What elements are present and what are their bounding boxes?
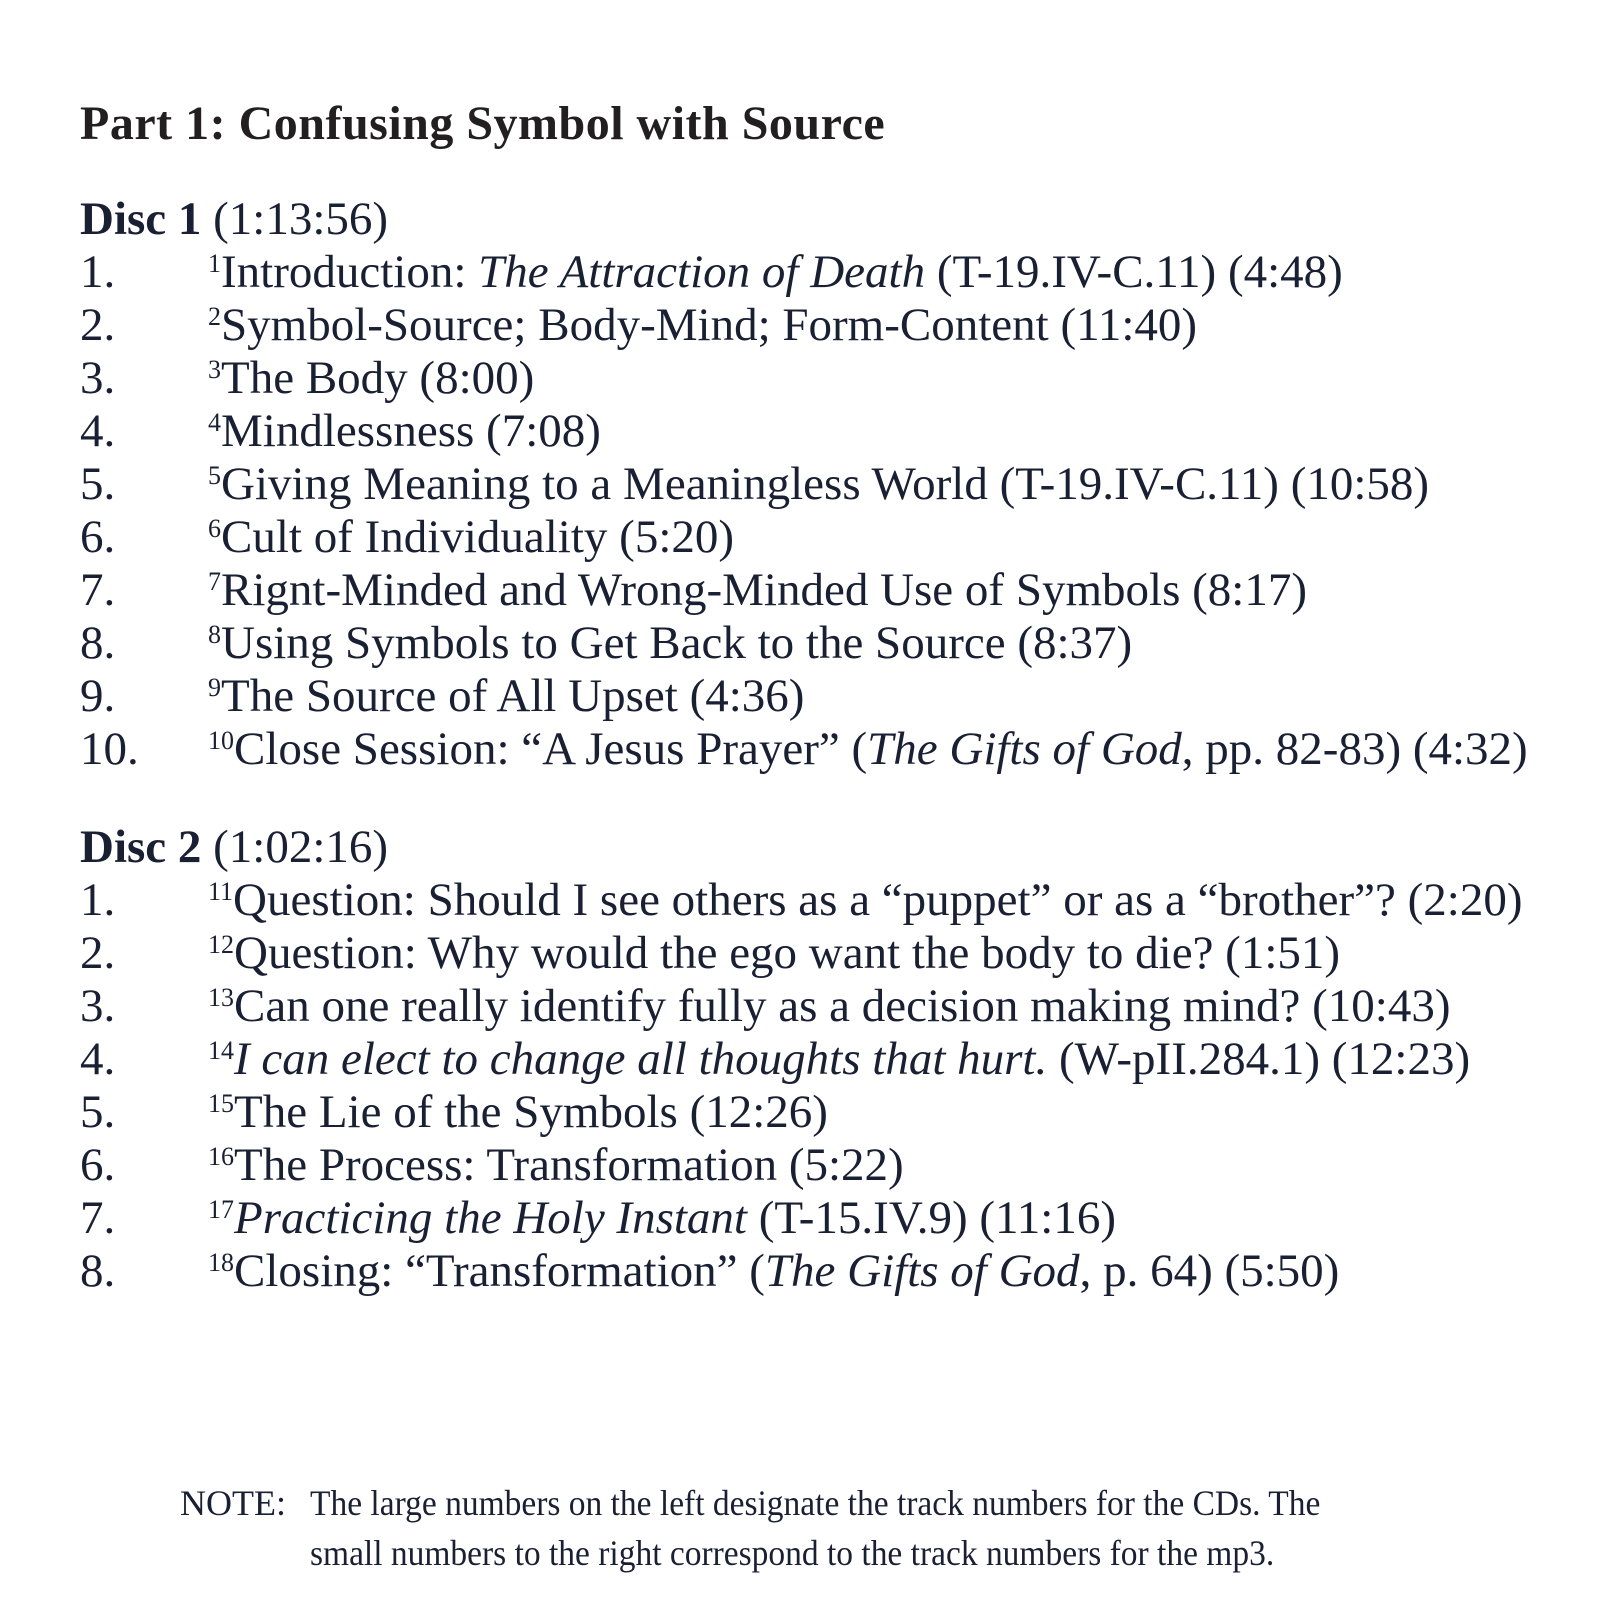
track-title-segment: Giving Meaning to a Meaningless World (T-19.IV-C.11) (10:58) — [221, 458, 1430, 510]
track-title-segment: Can one really identify fully as a decision making mind? (10:43) — [234, 980, 1451, 1032]
track-row — [80, 352, 1560, 405]
track-cd-number: 4. — [80, 405, 116, 457]
track-row — [80, 723, 1560, 776]
disc-name: Disc 1 — [80, 193, 202, 245]
track-title — [208, 1033, 1560, 1086]
track-title — [208, 405, 1560, 458]
track-row — [80, 1086, 1560, 1139]
track-row — [80, 1033, 1560, 1086]
disc-duration: (1:02:16) — [213, 821, 389, 873]
track-mp3-number: 14 — [208, 1036, 234, 1065]
track-title — [208, 980, 1560, 1033]
track-title-segment: The Lie of the Symbols (12:26) — [234, 1086, 828, 1138]
track-title-segment: The Attraction of Death — [478, 246, 926, 298]
disc-section — [80, 821, 1560, 1298]
track-title — [208, 246, 1560, 299]
track-title-segment: The Source of All Upset (4:36) — [221, 670, 805, 722]
track-title — [208, 927, 1560, 980]
track-cd-number: 6. — [80, 1139, 116, 1191]
disc-sections — [80, 193, 1560, 1298]
track-mp3-number: 12 — [208, 930, 234, 959]
track-cd-number: 1. — [80, 246, 116, 298]
page-title: Part 1: Confusing Symbol with Source — [80, 97, 886, 150]
track-title — [208, 1192, 1560, 1245]
track-mp3-number: 18 — [208, 1248, 234, 1277]
track-mp3-number: 5 — [208, 461, 221, 490]
track-title-segment: Question: Why would the ego want the body to die? (1:51) — [234, 927, 1341, 979]
track-cd-number: 10. — [80, 723, 139, 775]
track-title — [208, 874, 1560, 927]
track-list — [80, 246, 1560, 776]
track-title — [208, 617, 1560, 670]
track-row — [80, 927, 1560, 980]
track-cd-number: 8. — [80, 1245, 116, 1297]
track-title-segment: Close Session: “A Jesus Prayer” ( — [234, 723, 868, 775]
track-title-segment: The Process: Transformation (5:22) — [234, 1139, 904, 1191]
track-row — [80, 458, 1560, 511]
track-cd-number: 7. — [80, 1192, 116, 1244]
track-title-segment: The Body (8:00) — [221, 352, 535, 404]
track-cd-number: 6. — [80, 511, 116, 563]
track-title — [208, 1086, 1560, 1139]
track-title-segment: The Gifts of God — [867, 723, 1182, 775]
track-mp3-number: 9 — [208, 673, 221, 702]
track-row — [80, 564, 1560, 617]
note-line: The large numbers on the left designate the track numbers for the CDs. The — [310, 1483, 1321, 1523]
track-mp3-number: 15 — [208, 1089, 234, 1118]
disc-name: Disc 2 — [80, 821, 202, 873]
track-row — [80, 1192, 1560, 1245]
track-mp3-number: 3 — [208, 355, 221, 384]
track-row — [80, 670, 1560, 723]
track-row — [80, 980, 1560, 1033]
track-title — [208, 1139, 1560, 1192]
track-title — [208, 299, 1560, 352]
disc-section — [80, 193, 1560, 776]
track-mp3-number: 6 — [208, 514, 221, 543]
track-title — [208, 564, 1560, 617]
track-title-segment: (T-15.IV.9) (11:16) — [746, 1192, 1116, 1244]
track-title — [208, 458, 1560, 511]
track-mp3-number: 17 — [208, 1195, 234, 1224]
track-title-segment: Cult of Individuality (5:20) — [221, 511, 735, 563]
track-row — [80, 511, 1560, 564]
track-cd-number: 2. — [80, 299, 116, 351]
track-title-segment: Symbol-Source; Body-Mind; Form-Content (11:40) — [221, 299, 1198, 351]
track-row — [80, 246, 1560, 299]
track-mp3-number: 16 — [208, 1142, 234, 1171]
track-title — [208, 1245, 1560, 1298]
track-title-segment: Question: Should I see others as a “puppet” or as a “brother”? (2:20) — [233, 874, 1523, 926]
track-mp3-number: 10 — [208, 726, 234, 755]
track-title-segment: (W-pII.284.1) (12:23) — [1047, 1033, 1471, 1085]
track-mp3-number: 8 — [208, 620, 221, 649]
track-row — [80, 299, 1560, 352]
track-title — [208, 670, 1560, 723]
note-text — [310, 1478, 1396, 1578]
track-title-segment: , p. 64) (5:50) — [1079, 1245, 1340, 1297]
track-mp3-number: 1 — [208, 249, 221, 278]
track-row — [80, 405, 1560, 458]
track-mp3-number: 13 — [208, 983, 234, 1012]
track-cd-number: 3. — [80, 352, 116, 404]
track-title-segment: Practicing the Holy Instant — [234, 1192, 747, 1244]
track-title-segment: Rignt-Minded and Wrong-Minded Use of Symbols (8:17) — [221, 564, 1307, 616]
disc-duration: (1:13:56) — [213, 193, 389, 245]
track-mp3-number: 11 — [208, 877, 234, 906]
track-title-segment: , pp. 82-83) (4:32) — [1181, 723, 1528, 775]
track-title — [208, 511, 1560, 564]
track-mp3-number: 7 — [208, 567, 221, 596]
track-title-segment: I can elect to change all thoughts that hurt. — [234, 1033, 1048, 1085]
disc-header — [80, 193, 1560, 246]
track-title — [208, 352, 1560, 405]
track-row — [80, 1245, 1560, 1298]
track-cd-number: 5. — [80, 1086, 116, 1138]
track-row — [80, 874, 1560, 927]
track-list — [80, 874, 1560, 1298]
track-title-segment: Introduction: — [221, 246, 479, 298]
track-mp3-number: 4 — [208, 408, 221, 437]
track-row — [80, 617, 1560, 670]
track-cd-number: 9. — [80, 670, 116, 722]
note — [180, 1478, 1560, 1578]
track-mp3-number: 2 — [208, 302, 221, 331]
note-line: small numbers to the right correspond to the track numbers for the mp3. — [310, 1533, 1275, 1573]
track-title-segment: (T-19.IV-C.11) (4:48) — [925, 246, 1343, 298]
track-cd-number: 8. — [80, 617, 116, 669]
track-cd-number: 1. — [80, 874, 116, 926]
track-title-segment: The Gifts of God — [764, 1245, 1080, 1297]
note-label: NOTE: — [180, 1483, 286, 1523]
disc-header — [80, 821, 1560, 874]
track-cd-number: 4. — [80, 1033, 116, 1085]
track-cd-number: 3. — [80, 980, 116, 1032]
track-title — [208, 723, 1560, 776]
track-row — [80, 1139, 1560, 1192]
track-title-segment: Mindlessness (7:08) — [221, 405, 601, 457]
track-cd-number: 2. — [80, 927, 116, 979]
track-cd-number: 5. — [80, 458, 116, 510]
track-cd-number: 7. — [80, 564, 116, 616]
track-title-segment: Using Symbols to Get Back to the Source (8:37) — [221, 617, 1133, 669]
track-title-segment: Closing: “Transformation” ( — [234, 1245, 765, 1297]
